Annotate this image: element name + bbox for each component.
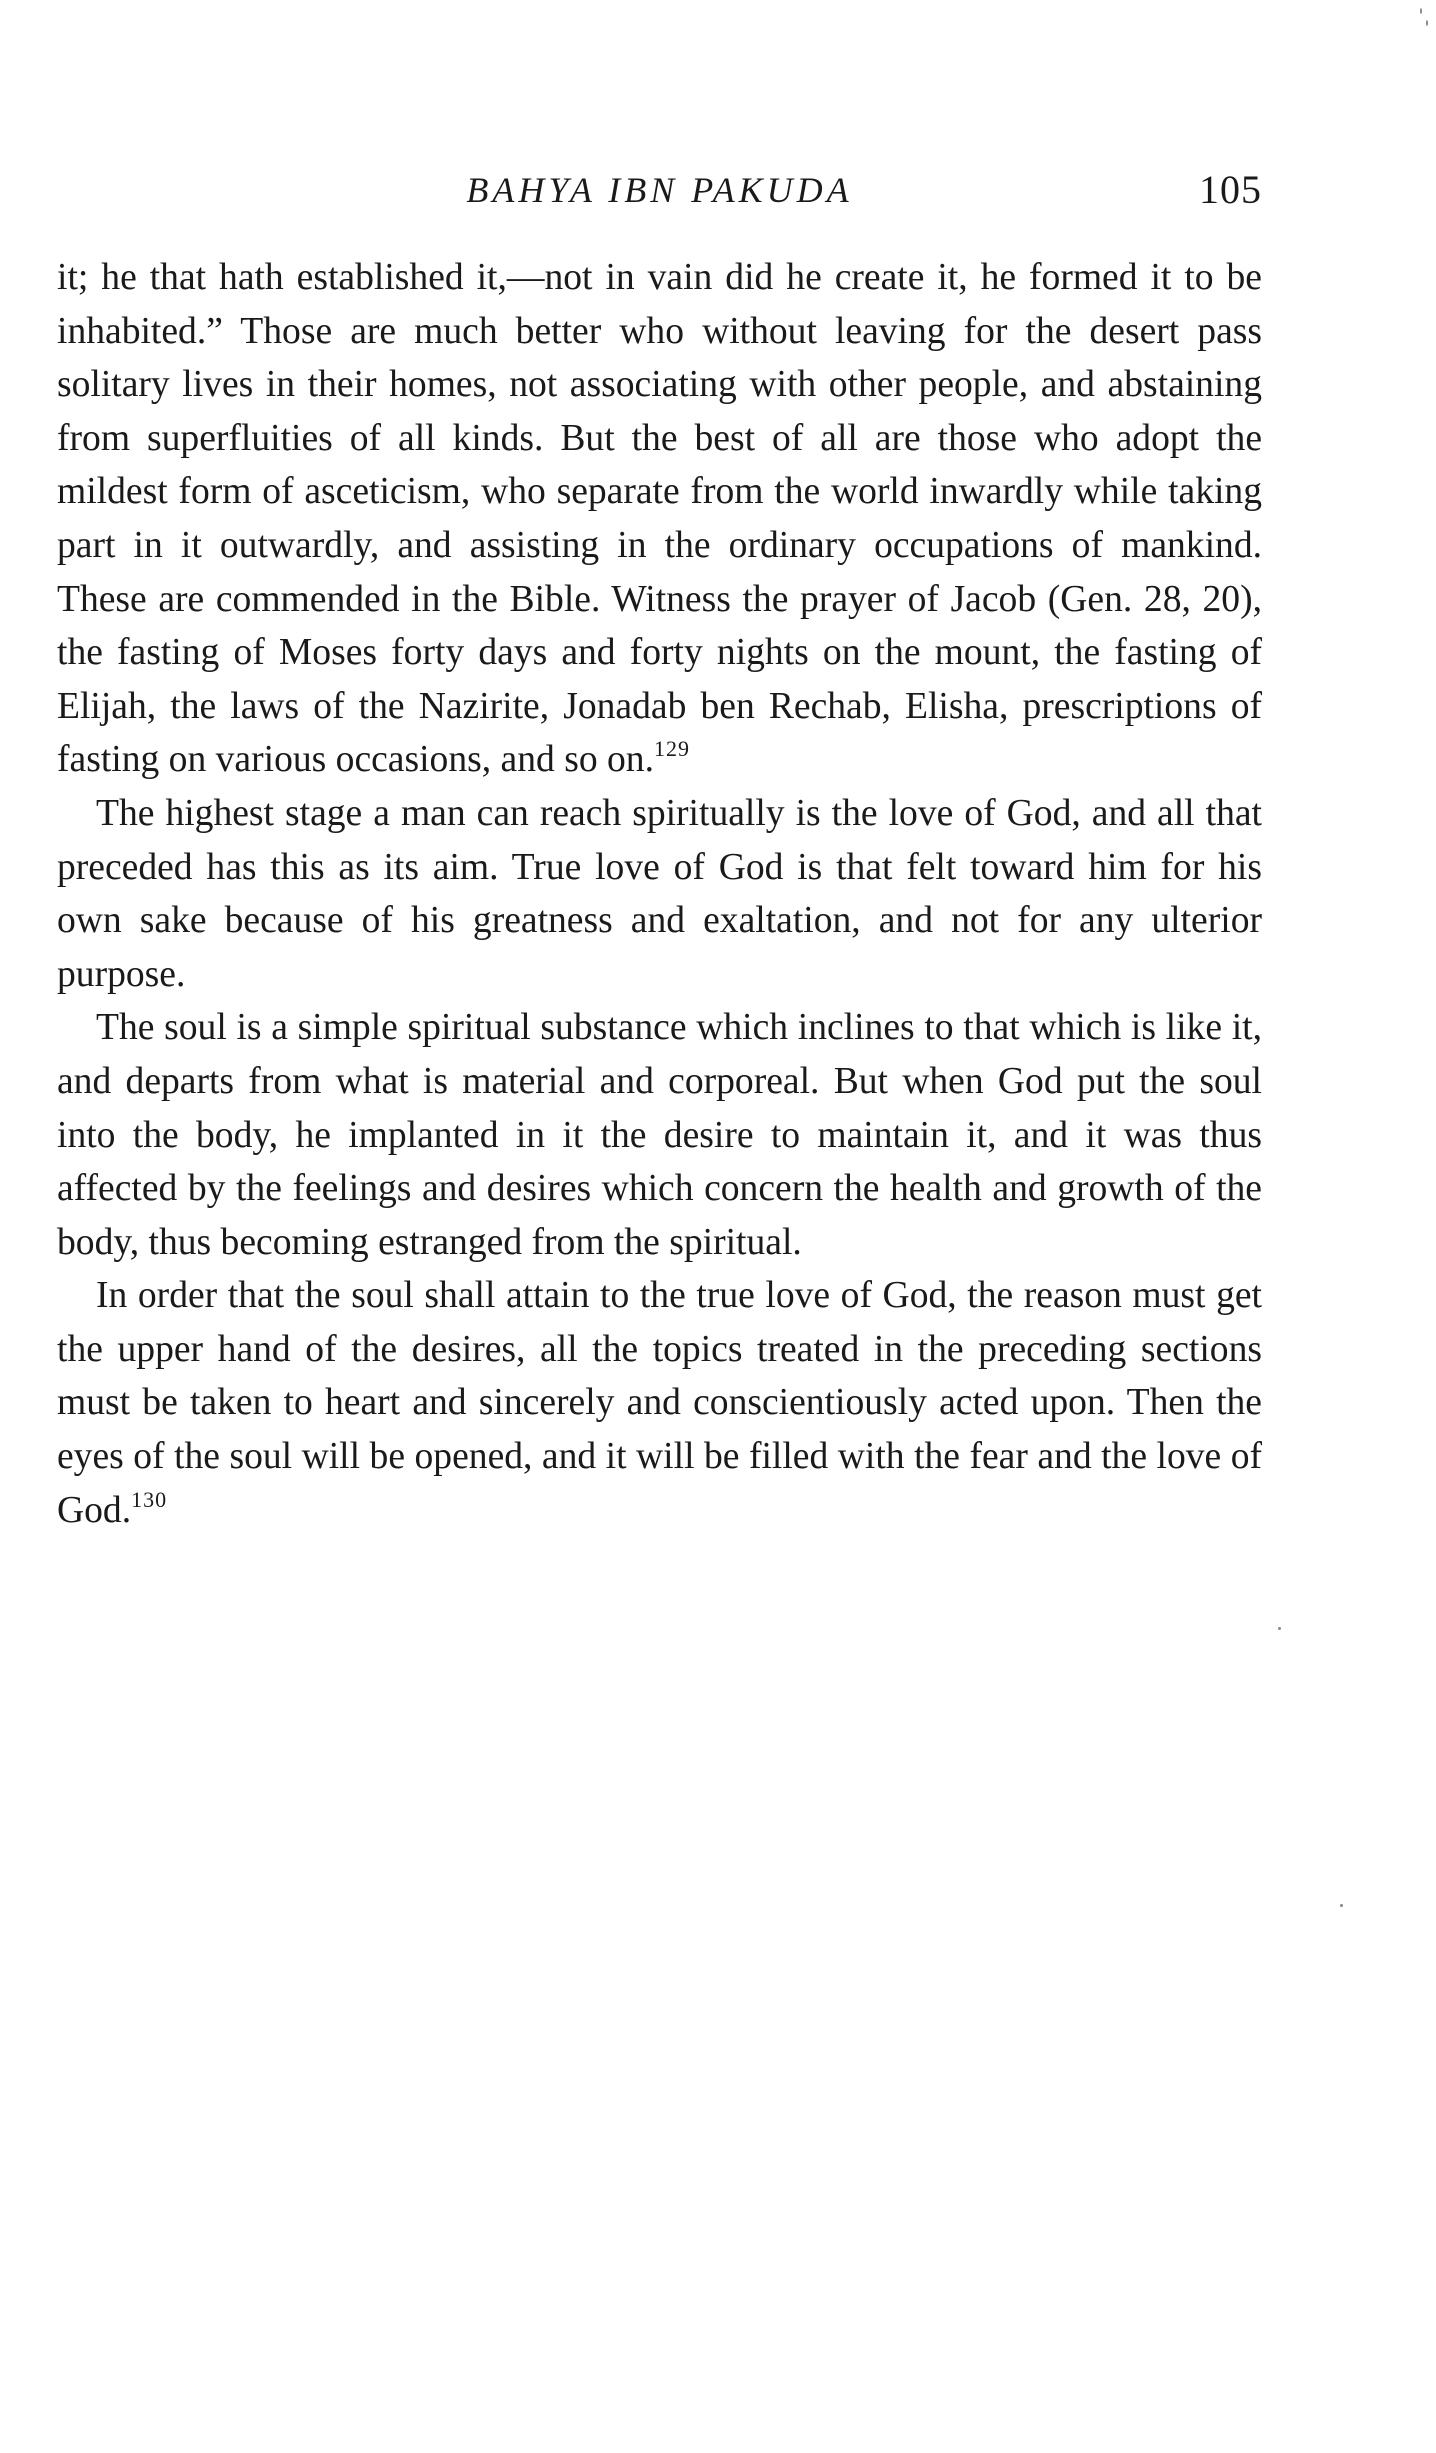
paragraph bbox=[57, 1269, 1262, 1537]
paragraph-text: it; he that hath established it,—not in vain did he create it, he formed it to be inhabited.” Those are much better who without leaving for the desert pass solitary lives in their homes, not associating with other people, and abstaining from superfluities of all kinds. But the best of all are those who adopt the mildest form of asceticism, who separate from the world inwardly while taking part in it outwardly, and assisting in the ordinary occupations of mankind. These are commended in the Bible. Witness the prayer of Jacob (Gen. 28, 20), the fasting of Moses forty days and forty nights on the mount, the fasting of Elijah, the laws of the Nazirite, Jonadab ben Rechab, Elisha, prescriptions of fasting on various occasions, and so on. bbox=[57, 257, 1262, 781]
scan-speck bbox=[1340, 1904, 1343, 1907]
paragraph bbox=[57, 1001, 1262, 1269]
paragraph bbox=[57, 787, 1262, 1001]
scan-speck bbox=[1426, 20, 1428, 26]
scan-speck bbox=[1278, 1627, 1281, 1630]
page-number: 105 bbox=[1199, 167, 1262, 212]
paragraph-text: In order that the soul shall attain to the true love of God, the reason must get the upper hand of the desires, all the topics treated in the preceding sections must be taken to heart and sincerely and conscientiously acted upon. Then the eyes of the soul will be opened, and it will be filled with the fear and the love of God. bbox=[57, 1275, 1262, 1531]
footnote-reference: 130 bbox=[131, 1486, 168, 1512]
paragraph-text: The highest stage a man can reach spiritually is the love of God, and all that preceded has this as its aim. True love of God is that felt toward him for his own sake because of his greatness and exaltation, and not for any ulterior purpose. bbox=[57, 792, 1262, 995]
scan-speck bbox=[1420, 8, 1422, 14]
running-title: BAHYA IBN PAKUDA bbox=[466, 170, 853, 210]
paragraph-text: The soul is a simple spiritual substance which inclines to that which is like it, and departs from what is material and corporeal. But when God put the soul into the body, he implanted in it the desire to maintain it, and it was thus affected by the feelings and desires which concern the health and growth of the body, thus becoming estranged from the spiritual. bbox=[57, 1007, 1262, 1263]
paragraph-continued bbox=[57, 251, 1262, 787]
footnote-reference: 129 bbox=[653, 736, 690, 762]
running-head bbox=[57, 160, 1262, 220]
body-text bbox=[57, 251, 1262, 1537]
